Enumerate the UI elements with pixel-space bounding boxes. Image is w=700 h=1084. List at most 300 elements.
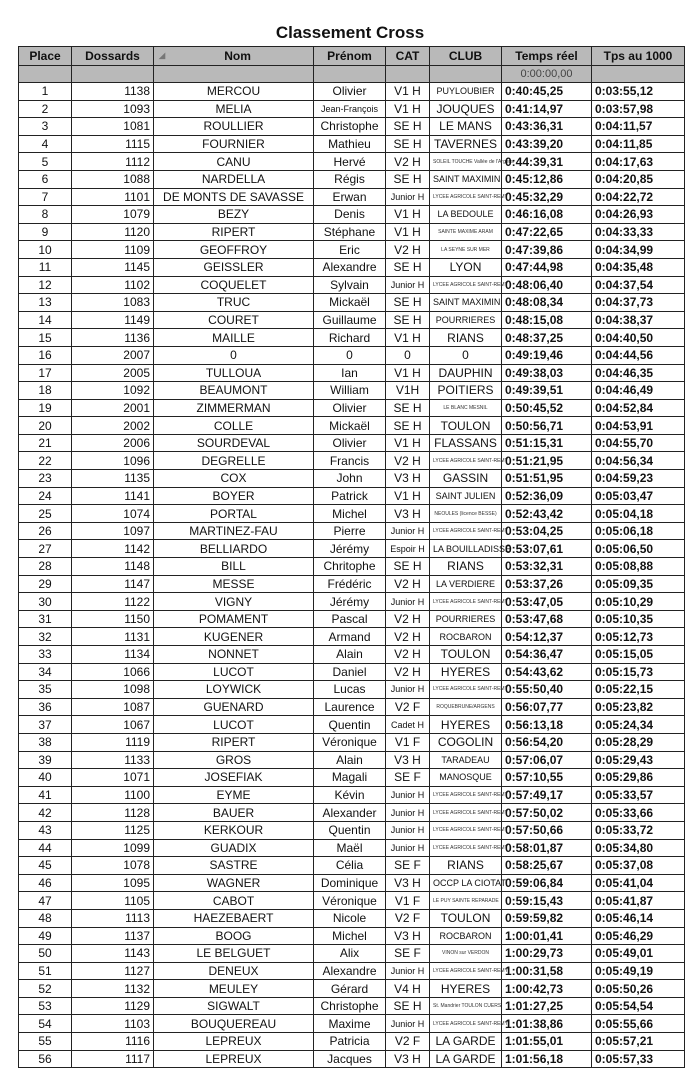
prenom-cell: Pierre [314,522,386,540]
bib-cell: 1116 [72,1033,154,1051]
bib-cell: 1113 [72,909,154,927]
cat-cell: Junior H [386,962,430,980]
table-row[interactable] [19,593,685,611]
tps-cell: 0:05:12,73 [592,628,685,646]
table-row[interactable] [19,399,685,417]
nom-cell: EYME [154,786,314,804]
table-row[interactable] [19,206,685,224]
club-cell: LA BOUILLADISSE [430,540,502,558]
tps-cell: 0:05:22,15 [592,681,685,699]
temps-cell: 0:58:01,87 [502,839,592,857]
bib-cell: 1134 [72,646,154,664]
bib-cell: 1099 [72,839,154,857]
nom-cell: MAILLE [154,329,314,347]
table-row[interactable] [19,83,685,101]
club-cell: RIANS [430,558,502,576]
tps-cell: 0:04:44,56 [592,346,685,364]
prenom-cell: Jérémy [314,593,386,611]
table-row[interactable] [19,804,685,822]
place-cell: 54 [19,1015,72,1033]
sort-arrow-icon[interactable]: ◢ [159,51,166,60]
prenom-cell: Chritophe [314,558,386,576]
table-row[interactable] [19,558,685,576]
nom-cell: FOURNIER [154,135,314,153]
tps-cell: 0:05:37,08 [592,857,685,875]
place-cell: 43 [19,821,72,839]
col-header-nom-label: Nom [224,49,251,63]
table-row[interactable] [19,364,685,382]
table-row[interactable] [19,610,685,628]
tps-cell: 0:05:06,18 [592,522,685,540]
nom-cell: JOSEFIAK [154,769,314,787]
temps-cell: 0:51:15,31 [502,434,592,452]
table-row[interactable] [19,1015,685,1033]
results-table [18,46,685,1068]
cat-cell: V1 H [386,364,430,382]
table-row[interactable] [19,663,685,681]
nom-cell: RIPERT [154,733,314,751]
temps-cell: 0:53:07,61 [502,540,592,558]
place-cell: 18 [19,382,72,400]
table-row[interactable] [19,1033,685,1051]
tps-cell: 0:04:35,48 [592,258,685,276]
place-cell: 23 [19,470,72,488]
place-cell: 35 [19,681,72,699]
bib-cell: 1127 [72,962,154,980]
table-row[interactable] [19,628,685,646]
bib-cell: 1088 [72,170,154,188]
page-title: Classement Cross [275,23,425,42]
prenom-cell: Alain [314,751,386,769]
club-cell: TOULON [430,646,502,664]
temps-cell: 0:43:39,20 [502,135,592,153]
tps-cell: 0:04:53,91 [592,417,685,435]
cat-cell: V3 H [386,505,430,523]
table-row[interactable] [19,997,685,1015]
tps-cell: 0:05:57,33 [592,1050,685,1068]
temps-cell: 0:53:37,26 [502,575,592,593]
place-cell: 26 [19,522,72,540]
place-cell: 44 [19,839,72,857]
prenom-cell: Célia [314,857,386,875]
prenom-cell: Mathieu [314,135,386,153]
prenom-cell: Michel [314,927,386,945]
table-row[interactable] [19,646,685,664]
table-row[interactable] [19,540,685,558]
temps-cell: 0:59:06,84 [502,874,592,892]
prenom-cell: Erwan [314,188,386,206]
club-cell: PUYLOUBIER [430,83,502,101]
temps-cell: 0:53:47,68 [502,610,592,628]
table-row[interactable] [19,382,685,400]
table-row[interactable] [19,258,685,276]
table-row[interactable] [19,839,685,857]
prenom-cell: Mickaël [314,417,386,435]
nom-cell: LEPREUX [154,1050,314,1068]
temps-cell: 1:00:01,41 [502,927,592,945]
bib-cell: 1102 [72,276,154,294]
table-row[interactable] [19,927,685,945]
temps-cell: 0:52:43,42 [502,505,592,523]
place-cell: 40 [19,769,72,787]
table-row[interactable] [19,945,685,963]
bib-cell: 1148 [72,558,154,576]
club-cell: TOULON [430,909,502,927]
club-cell: FLASSANS [430,434,502,452]
bib-cell: 1109 [72,241,154,259]
temps-cell: 1:01:55,01 [502,1033,592,1051]
prenom-cell: Alain [314,646,386,664]
prenom-cell: Eric [314,241,386,259]
nom-cell: CANU [154,153,314,171]
cat-cell: V2 H [386,646,430,664]
table-row[interactable] [19,892,685,910]
club-cell: SAINT MAXIMIN [430,170,502,188]
nom-cell: GEISSLER [154,258,314,276]
table-row[interactable] [19,716,685,734]
table-row[interactable] [19,223,685,241]
club-cell: LYCEE AGRICOLE SAINT-REMY [430,962,502,980]
table-row[interactable] [19,135,685,153]
nom-cell: MARTINEZ-FAU [154,522,314,540]
col-header-nom[interactable] [154,47,314,66]
nom-cell: PORTAL [154,505,314,523]
club-cell: OCCP LA CIOTAT [430,874,502,892]
club-cell: POURRIERES [430,610,502,628]
table-row[interactable] [19,434,685,452]
temps-cell: 1:01:38,86 [502,1015,592,1033]
cat-cell: Espoir H [386,540,430,558]
cat-cell: SE H [386,417,430,435]
table-row[interactable] [19,153,685,171]
tps-cell: 0:05:15,05 [592,646,685,664]
place-cell: 9 [19,223,72,241]
table-row[interactable] [19,769,685,787]
tps-cell: 0:04:56,34 [592,452,685,470]
prenom-cell: Quentin [314,716,386,734]
table-row[interactable] [19,294,685,312]
club-cell: ROCBARON [430,927,502,945]
place-cell: 42 [19,804,72,822]
bib-cell: 1150 [72,610,154,628]
place-cell: 25 [19,505,72,523]
prenom-cell: Jean-François [314,100,386,118]
cat-cell: V1H [386,382,430,400]
place-cell: 39 [19,751,72,769]
temps-cell: 0:47:22,65 [502,223,592,241]
prenom-cell: Alexandre [314,962,386,980]
temps-cell: 0:57:50,66 [502,821,592,839]
bib-cell: 1125 [72,821,154,839]
cat-cell: V2 H [386,452,430,470]
nom-cell: HAEZEBAERT [154,909,314,927]
cat-cell: Junior H [386,276,430,294]
table-row[interactable] [19,857,685,875]
table-row[interactable] [19,698,685,716]
club-cell: 0 [430,346,502,364]
cat-cell: Junior H [386,804,430,822]
bib-cell: 1096 [72,452,154,470]
club-cell: ROCBARON [430,628,502,646]
club-cell: LE MANS [430,118,502,136]
col-header-club[interactable]: CLUB [430,47,502,66]
cat-cell: Cadet H [386,716,430,734]
place-cell: 22 [19,452,72,470]
place-cell: 24 [19,487,72,505]
temps-cell: 0:53:04,25 [502,522,592,540]
table-row[interactable] [19,962,685,980]
table-row[interactable] [19,470,685,488]
table-row[interactable] [19,733,685,751]
nom-cell: BILL [154,558,314,576]
bib-cell: 2001 [72,399,154,417]
col-header-tps[interactable]: Tps au 1000 [592,47,685,66]
table-row[interactable] [19,821,685,839]
place-cell: 27 [19,540,72,558]
table-row[interactable] [19,786,685,804]
nom-cell: BOOG [154,927,314,945]
nom-cell: MELIA [154,100,314,118]
prenom-cell: Maël [314,839,386,857]
club-cell: LE BLANC MESNIL [430,399,502,417]
table-row[interactable] [19,417,685,435]
cat-cell: V1 H [386,487,430,505]
table-row[interactable] [19,329,685,347]
cat-cell: V1 F [386,892,430,910]
cat-cell: SE F [386,769,430,787]
nom-cell: LE BELGUET [154,945,314,963]
table-row[interactable] [19,241,685,259]
prenom-cell: Patrick [314,487,386,505]
prenom-cell: Daniel [314,663,386,681]
subheader-cell [592,66,685,83]
tps-cell: 0:05:03,47 [592,487,685,505]
temps-cell: 0:53:32,31 [502,558,592,576]
club-cell: HYERES [430,716,502,734]
tps-cell: 0:04:59,23 [592,470,685,488]
prenom-cell: Jacques [314,1050,386,1068]
prenom-cell: Ian [314,364,386,382]
subheader-cell [314,66,386,83]
club-cell: COGOLIN [430,733,502,751]
cat-cell: V2 F [386,1033,430,1051]
prenom-cell: Christophe [314,997,386,1015]
temps-cell: 0:57:06,07 [502,751,592,769]
prenom-cell: John [314,470,386,488]
col-header-temps[interactable]: Temps réel [502,47,592,66]
club-cell: TARADEAU [430,751,502,769]
temps-cell: 0:45:12,86 [502,170,592,188]
cat-cell: Junior H [386,786,430,804]
temps-cell: 0:41:14,97 [502,100,592,118]
cat-cell: V1 H [386,223,430,241]
nom-cell: DEGRELLE [154,452,314,470]
cat-cell: V3 H [386,1050,430,1068]
nom-cell: GUENARD [154,698,314,716]
prenom-cell: Régis [314,170,386,188]
prenom-cell: Sylvain [314,276,386,294]
club-cell: POITIERS [430,382,502,400]
temps-cell: 0:50:45,52 [502,399,592,417]
bib-cell: 1067 [72,716,154,734]
place-cell: 15 [19,329,72,347]
bib-cell: 2005 [72,364,154,382]
place-cell: 31 [19,610,72,628]
table-row[interactable] [19,100,685,118]
nom-cell: BOYER [154,487,314,505]
cat-cell: Junior H [386,188,430,206]
place-cell: 52 [19,980,72,998]
prenom-cell: Laurence [314,698,386,716]
bib-cell: 1093 [72,100,154,118]
temps-cell: 0:59:59,82 [502,909,592,927]
table-row[interactable] [19,188,685,206]
prenom-cell: Maxime [314,1015,386,1033]
cat-cell: V2 F [386,909,430,927]
club-cell: LYCEE AGRICOLE SAINT-REMY [430,452,502,470]
cat-cell: V1 H [386,329,430,347]
temps-cell: 0:59:15,43 [502,892,592,910]
temps-cell: 0:49:38,03 [502,364,592,382]
tps-cell: 0:04:34,99 [592,241,685,259]
temps-cell: 0:51:51,95 [502,470,592,488]
cat-cell: V3 H [386,751,430,769]
bib-cell: 1131 [72,628,154,646]
bib-cell: 1138 [72,83,154,101]
club-cell: TOULON [430,417,502,435]
place-cell: 41 [19,786,72,804]
prenom-cell: Denis [314,206,386,224]
bib-cell: 1149 [72,311,154,329]
nom-cell: SASTRE [154,857,314,875]
nom-cell: MEULEY [154,980,314,998]
tps-cell: 0:05:54,54 [592,997,685,1015]
cat-cell: SE H [386,258,430,276]
bib-cell: 1128 [72,804,154,822]
table-row[interactable] [19,346,685,364]
table-row[interactable] [19,487,685,505]
temps-cell: 1:00:42,73 [502,980,592,998]
table-row[interactable] [19,170,685,188]
prenom-cell: Alexander [314,804,386,822]
table-row[interactable] [19,980,685,998]
bib-cell: 1074 [72,505,154,523]
table-row[interactable] [19,1050,685,1068]
table-row[interactable] [19,522,685,540]
col-header-prenom[interactable]: Prénom [314,47,386,66]
table-row[interactable] [19,311,685,329]
table-row[interactable] [19,681,685,699]
bib-cell: 1142 [72,540,154,558]
place-cell: 48 [19,909,72,927]
results-body [19,83,685,1068]
tps-cell: 0:04:17,63 [592,153,685,171]
bib-cell: 1119 [72,733,154,751]
temps-cell: 0:48:06,40 [502,276,592,294]
nom-cell: SOURDEVAL [154,434,314,452]
club-cell: LA GARDE [430,1033,502,1051]
tps-cell: 0:05:49,19 [592,962,685,980]
place-cell: 10 [19,241,72,259]
club-cell: LA VERDIERE [430,575,502,593]
tps-cell: 0:04:52,84 [592,399,685,417]
club-cell: VINON sur VERDON [430,945,502,963]
subheader-time-cell: 0:00:00,00 [502,66,592,83]
place-cell: 2 [19,100,72,118]
table-row[interactable] [19,452,685,470]
temps-cell: 0:56:07,77 [502,698,592,716]
club-cell: SAINT JULIEN [430,487,502,505]
prenom-cell: Guillaume [314,311,386,329]
prenom-cell: Véronique [314,733,386,751]
bib-cell: 1081 [72,118,154,136]
place-cell: 17 [19,364,72,382]
place-cell: 46 [19,874,72,892]
place-cell: 36 [19,698,72,716]
nom-cell: BEZY [154,206,314,224]
prenom-cell: Véronique [314,892,386,910]
col-header-place[interactable]: Place [19,47,72,66]
tps-cell: 0:04:46,35 [592,364,685,382]
bib-cell: 1103 [72,1015,154,1033]
nom-cell: COURET [154,311,314,329]
tps-cell: 0:05:33,72 [592,821,685,839]
table-row[interactable] [19,276,685,294]
table-row[interactable] [19,751,685,769]
nom-cell: SIGWALT [154,997,314,1015]
cat-cell: V2 F [386,698,430,716]
col-header-cat[interactable]: CAT [386,47,430,66]
prenom-cell: Olivier [314,399,386,417]
bib-cell: 1145 [72,258,154,276]
cat-cell: V2 H [386,663,430,681]
cat-cell: V1 H [386,100,430,118]
temps-cell: 0:55:50,40 [502,681,592,699]
tps-cell: 0:05:04,18 [592,505,685,523]
temps-cell: 0:50:56,71 [502,417,592,435]
nom-cell: BELLIARDO [154,540,314,558]
bib-cell: 1066 [72,663,154,681]
table-row[interactable] [19,874,685,892]
cat-cell: V2 H [386,241,430,259]
club-cell: LA GARDE [430,1050,502,1068]
cat-cell: V1 H [386,434,430,452]
nom-cell: COX [154,470,314,488]
temps-cell: 1:00:31,58 [502,962,592,980]
temps-cell: 0:54:36,47 [502,646,592,664]
table-row[interactable] [19,575,685,593]
club-cell: POURRIERES [430,311,502,329]
table-row[interactable] [19,118,685,136]
nom-cell: RIPERT [154,223,314,241]
table-row[interactable] [19,909,685,927]
temps-cell: 0:40:45,25 [502,83,592,101]
cat-cell: V2 H [386,628,430,646]
club-cell: LYCEE AGRICOLE SAINT-REMY [430,804,502,822]
temps-cell: 1:01:27,25 [502,997,592,1015]
cat-cell: V1 F [386,733,430,751]
cat-cell: V1 H [386,206,430,224]
table-row[interactable] [19,505,685,523]
subheader-cell [430,66,502,83]
nom-cell: ROULLIER [154,118,314,136]
col-header-dossards[interactable]: Dossards [72,47,154,66]
bib-cell: 1143 [72,945,154,963]
bib-cell: 1092 [72,382,154,400]
bib-cell: 1071 [72,769,154,787]
bib-cell: 2002 [72,417,154,435]
bib-cell: 1117 [72,1050,154,1068]
